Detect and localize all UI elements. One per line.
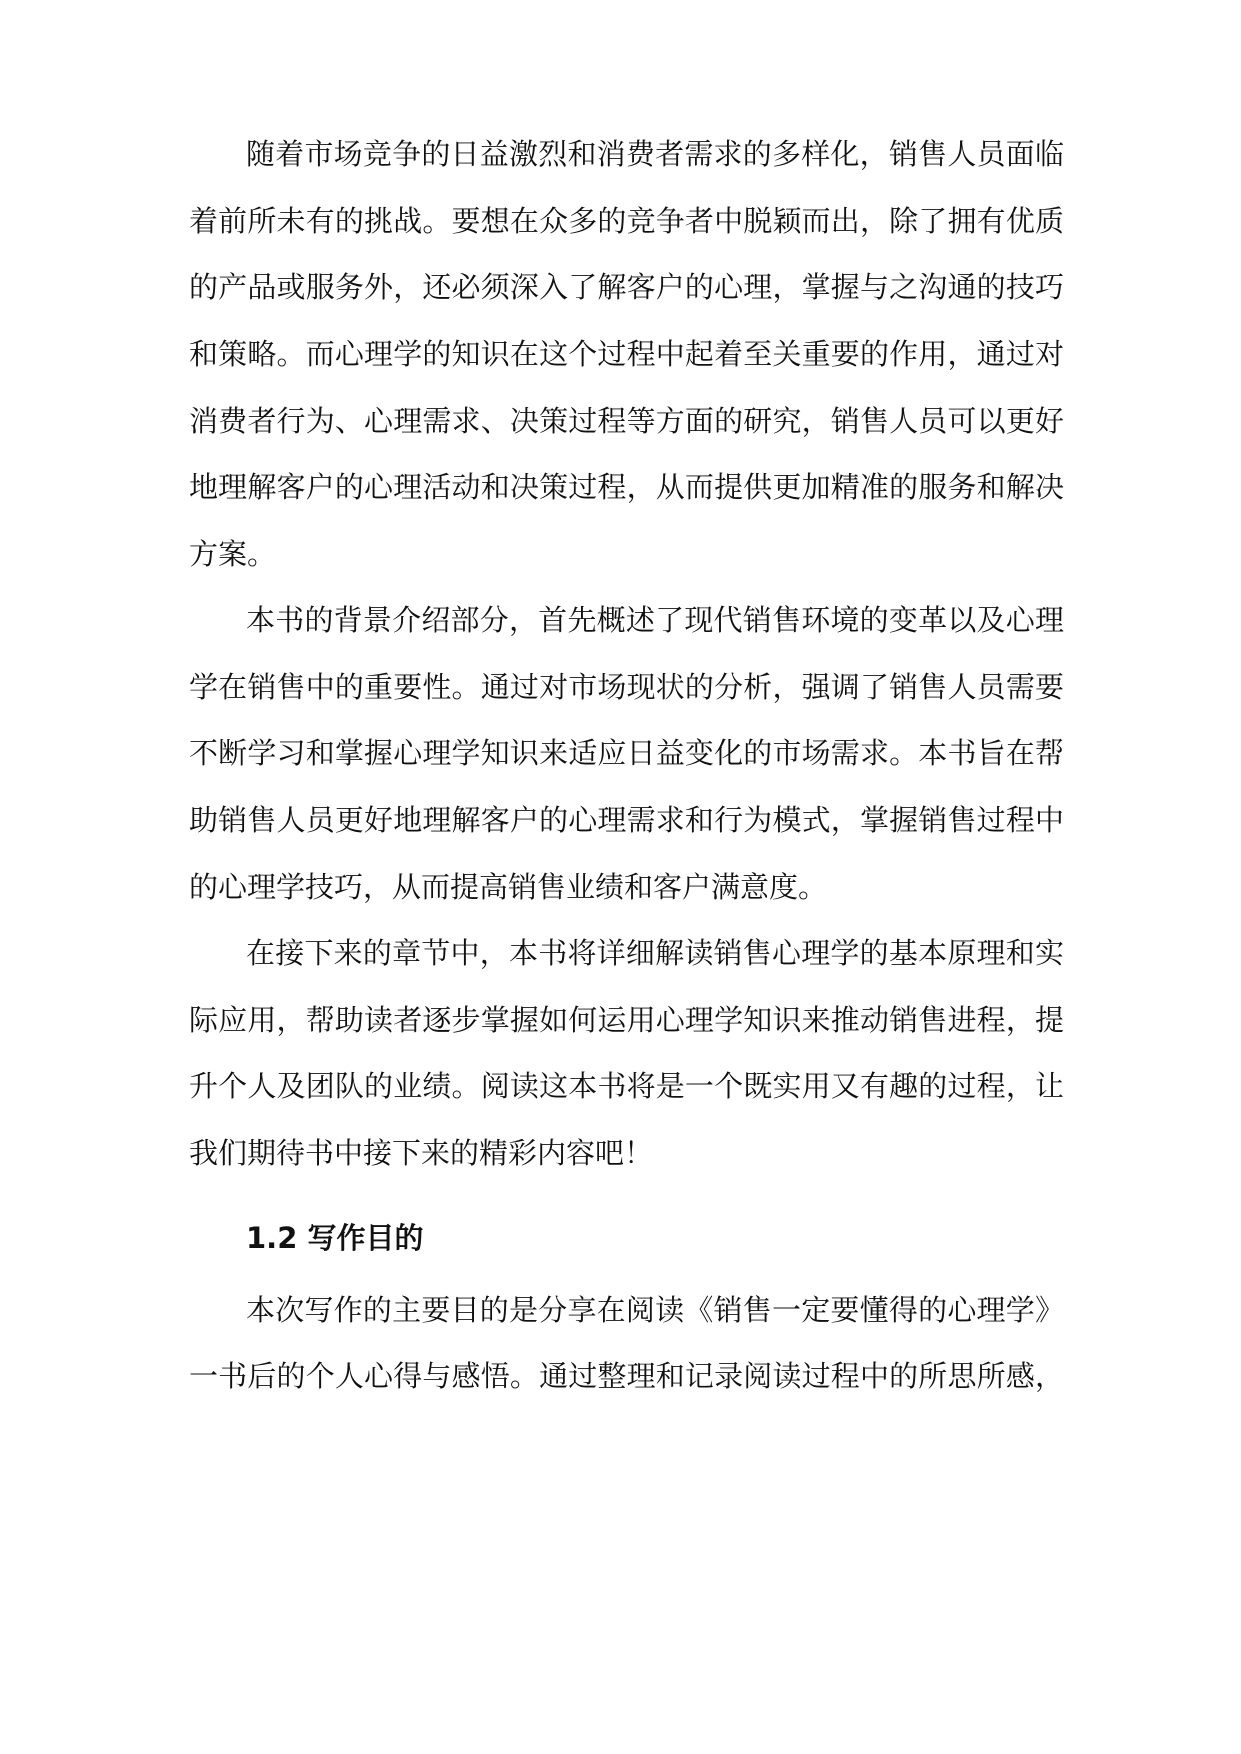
section-heading: 1.2 写作目的	[246, 1221, 424, 1255]
paragraph-2-line-3: 不断学习和掌握心理学知识来适应日益变化的市场需求。本书旨在帮	[189, 736, 1064, 770]
paragraph-2-line-2: 学在销售中的重要性。通过对市场现状的分析，强调了销售人员需要	[189, 670, 1064, 704]
paragraph-1-line-5: 消费者行为、心理需求、决策过程等方面的研究，销售人员可以更好	[189, 404, 1064, 438]
paragraph-1-line-7: 方案。	[189, 537, 277, 571]
paragraph-2-line-4: 助销售人员更好地理解客户的心理需求和行为模式，掌握销售过程中	[189, 803, 1064, 837]
paragraph-3-line-3: 升个人及团队的业绩。阅读这本书将是一个既实用又有趣的过程，让	[189, 1069, 1064, 1103]
paragraph-1-line-1: 随着市场竞争的日益激烈和消费者需求的多样化，销售人员面临	[246, 137, 1064, 171]
paragraph-3-line-1: 在接下来的章节中，本书将详细解读销售心理学的基本原理和实	[246, 936, 1064, 970]
paragraph-3-line-2: 际应用，帮助读者逐步掌握如何运用心理学知识来推动销售进程，提	[189, 1003, 1064, 1037]
section-paragraph-line-1: 本次写作的主要目的是分享在阅读《销售一定要懂得的心理学》	[246, 1293, 1064, 1327]
paragraph-2-line-5: 的心理学技巧，从而提高销售业绩和客户满意度。	[189, 870, 828, 904]
section-paragraph-line-2: 一书后的个人心得与感悟。通过整理和记录阅读过程中的所思所感，	[189, 1359, 1064, 1393]
paragraph-1-line-2: 着前所未有的挑战。要想在众多的竞争者中脱颖而出，除了拥有优质	[189, 204, 1064, 238]
paragraph-1-line-6: 地理解客户的心理活动和决策过程，从而提供更加精准的服务和解决	[189, 470, 1064, 504]
paragraph-3-line-4: 我们期待书中接下来的精彩内容吧！	[189, 1136, 654, 1170]
paragraph-1-line-4: 和策略。而心理学的知识在这个过程中起着至关重要的作用，通过对	[189, 337, 1064, 371]
paragraph-1-line-3: 的产品或服务外，还必须深入了解客户的心理，掌握与之沟通的技巧	[189, 270, 1064, 304]
paragraph-2-line-1: 本书的背景介绍部分，首先概述了现代销售环境的变革以及心理	[246, 603, 1064, 637]
